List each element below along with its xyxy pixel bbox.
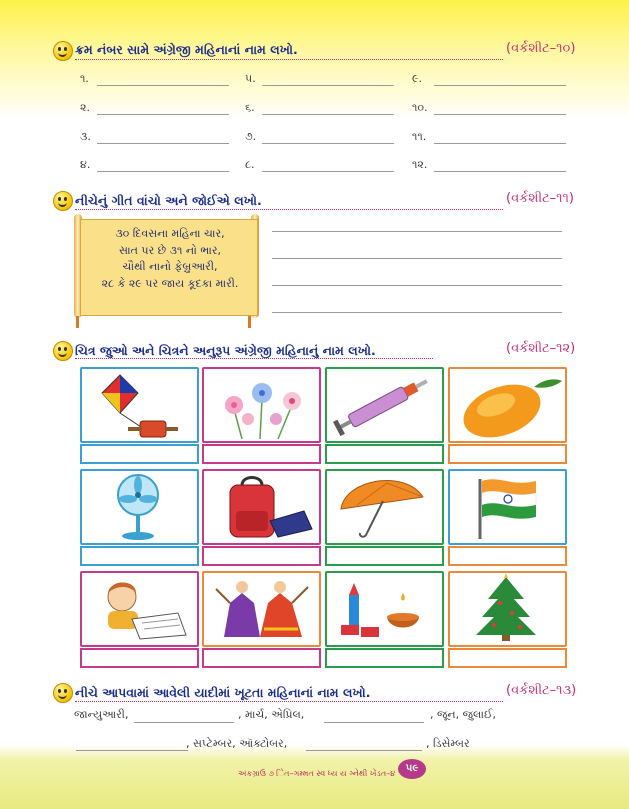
section4-heading: નીચે આપવામાં આવેલી યાદીમાં ખૂટતા મહિનાનાં નામ લખો. bbox=[75, 685, 371, 700]
smiley-icon bbox=[53, 41, 73, 61]
item-number: ૯. bbox=[412, 72, 423, 85]
tassel-icon bbox=[248, 316, 251, 328]
item-number: ૩. bbox=[80, 130, 91, 143]
kite-icon bbox=[82, 369, 197, 441]
fan-picture bbox=[80, 469, 199, 545]
answer-line[interactable] bbox=[272, 258, 562, 259]
garba-picture bbox=[202, 571, 321, 647]
worksheet-label-11: (વર્કશીટ–૧૧) bbox=[506, 191, 574, 206]
poem-line: સાત પર છે ૩૧ નો ભાર, bbox=[118, 243, 222, 257]
answer-line[interactable] bbox=[262, 114, 394, 115]
diwali-picture bbox=[325, 571, 444, 647]
month-list-text: , માર્ચ, એપ્રિલ, bbox=[238, 708, 305, 721]
worksheet-label-10: (વર્કશીટ–૧૦) bbox=[506, 41, 576, 56]
answer-line[interactable] bbox=[97, 171, 229, 172]
answer-line[interactable] bbox=[324, 722, 424, 723]
umbrella-picture bbox=[325, 469, 444, 545]
flowers-icon bbox=[204, 369, 319, 441]
diwali-icon bbox=[327, 573, 442, 645]
answer-line[interactable] bbox=[306, 750, 422, 751]
item-number: ૫. bbox=[245, 72, 256, 85]
section2-heading: નીચેનું ગીત વાંચો અને જોઈએ લખો. bbox=[75, 193, 262, 208]
answer-line[interactable] bbox=[434, 114, 566, 115]
poem-box bbox=[80, 219, 258, 316]
section3-heading: ચિત્ર જુઓ અને ચિત્રને અનુરૂપ અંગ્રેજી મહિનાનું નામ લખો. bbox=[75, 343, 376, 358]
heading-underline bbox=[75, 701, 503, 702]
worksheet-label-12: (વર્કશીટ–૧૨) bbox=[506, 341, 576, 356]
poem-line: ચૌથી નાનો ફેબ્રુઆરી, bbox=[122, 260, 218, 273]
student-icon bbox=[82, 573, 197, 645]
item-number: ૧૦. bbox=[412, 101, 428, 114]
pichkari-picture bbox=[325, 367, 444, 443]
answer-box[interactable] bbox=[448, 444, 567, 464]
answer-box[interactable] bbox=[80, 546, 199, 566]
answer-line[interactable] bbox=[97, 85, 229, 86]
heading-underline bbox=[75, 59, 503, 60]
answer-line[interactable] bbox=[272, 285, 562, 286]
item-number: ૨. bbox=[80, 101, 90, 114]
pichkari-icon bbox=[327, 369, 442, 441]
answer-box[interactable] bbox=[325, 648, 444, 668]
smiley-icon bbox=[53, 191, 73, 211]
answer-box[interactable] bbox=[80, 648, 199, 668]
answer-line[interactable] bbox=[262, 85, 394, 86]
item-number: ૧. bbox=[80, 72, 89, 85]
answer-box[interactable] bbox=[325, 444, 444, 464]
answer-line[interactable] bbox=[434, 143, 566, 144]
smiley-icon bbox=[53, 683, 73, 703]
item-number: ૧૨. bbox=[412, 158, 428, 171]
answer-line[interactable] bbox=[76, 750, 188, 751]
answer-line[interactable] bbox=[434, 171, 566, 172]
answer-box[interactable] bbox=[325, 546, 444, 566]
answer-box[interactable] bbox=[202, 444, 321, 464]
mango-icon bbox=[450, 369, 565, 441]
month-list-text: જાન્યુઆરી, bbox=[74, 708, 129, 721]
worksheet-label-13: (વર્કશીટ–૧૩) bbox=[506, 683, 577, 698]
christmas-tree-picture bbox=[448, 571, 567, 647]
poem-line: ૩૦ દિવસના મહિના ચાર, bbox=[115, 227, 225, 240]
flag-icon bbox=[450, 471, 565, 543]
answer-box[interactable] bbox=[202, 546, 321, 566]
flag-picture bbox=[448, 469, 567, 545]
answer-line[interactable] bbox=[262, 143, 394, 144]
poem-line: ૨૮ કે ૨૯ પર જાય કૂદકા મારી. bbox=[101, 276, 239, 290]
footer-text: અંકગ્રાઉ ૭ િેત–ગમ્મત સ્વ ધ્ય ય ગ્નેથી ખેંડત–૪ bbox=[238, 769, 396, 778]
item-number: ૧૧. bbox=[412, 130, 427, 143]
item-number: ૪. bbox=[80, 158, 91, 171]
kite-picture bbox=[80, 367, 199, 443]
answer-line[interactable] bbox=[262, 171, 394, 172]
umbrella-icon bbox=[327, 471, 442, 543]
section1-heading: ક્રમ નંબર સામે અંગ્રેજી મહિનાનાં નામ લખો. bbox=[75, 42, 298, 57]
flowers-picture bbox=[202, 367, 321, 443]
answer-line[interactable] bbox=[134, 722, 234, 723]
heading-underline bbox=[75, 209, 503, 210]
item-number: ૮. bbox=[245, 158, 255, 171]
student-picture bbox=[80, 571, 199, 647]
answer-line[interactable] bbox=[97, 114, 229, 115]
page-number: ૫૯ bbox=[398, 759, 426, 779]
garba-icon bbox=[204, 573, 319, 645]
item-number: ૭. bbox=[245, 130, 257, 143]
answer-box[interactable] bbox=[80, 444, 199, 464]
christmas-tree-icon bbox=[450, 573, 565, 645]
answer-line[interactable] bbox=[434, 85, 566, 86]
month-list-text: , જૂન, જુલાઈ, bbox=[430, 708, 496, 721]
mango-picture bbox=[448, 367, 567, 443]
month-list-text: , સપ્ટેમ્બર, ઑક્ટોબર, bbox=[186, 737, 288, 750]
answer-line[interactable] bbox=[272, 231, 562, 232]
answer-box[interactable] bbox=[448, 648, 567, 668]
heading-underline bbox=[75, 358, 433, 359]
answer-line[interactable] bbox=[272, 312, 562, 313]
smiley-icon bbox=[53, 341, 73, 361]
fan-icon bbox=[82, 471, 197, 543]
month-list-text: , ડિસેમ્બર bbox=[426, 737, 470, 750]
item-number: ૬. bbox=[245, 101, 255, 114]
schoolbag-icon bbox=[204, 471, 319, 543]
answer-box[interactable] bbox=[448, 546, 567, 566]
tassel-icon bbox=[76, 316, 79, 328]
schoolbag-picture bbox=[202, 469, 321, 545]
answer-line[interactable] bbox=[97, 143, 229, 144]
answer-box[interactable] bbox=[202, 648, 321, 668]
